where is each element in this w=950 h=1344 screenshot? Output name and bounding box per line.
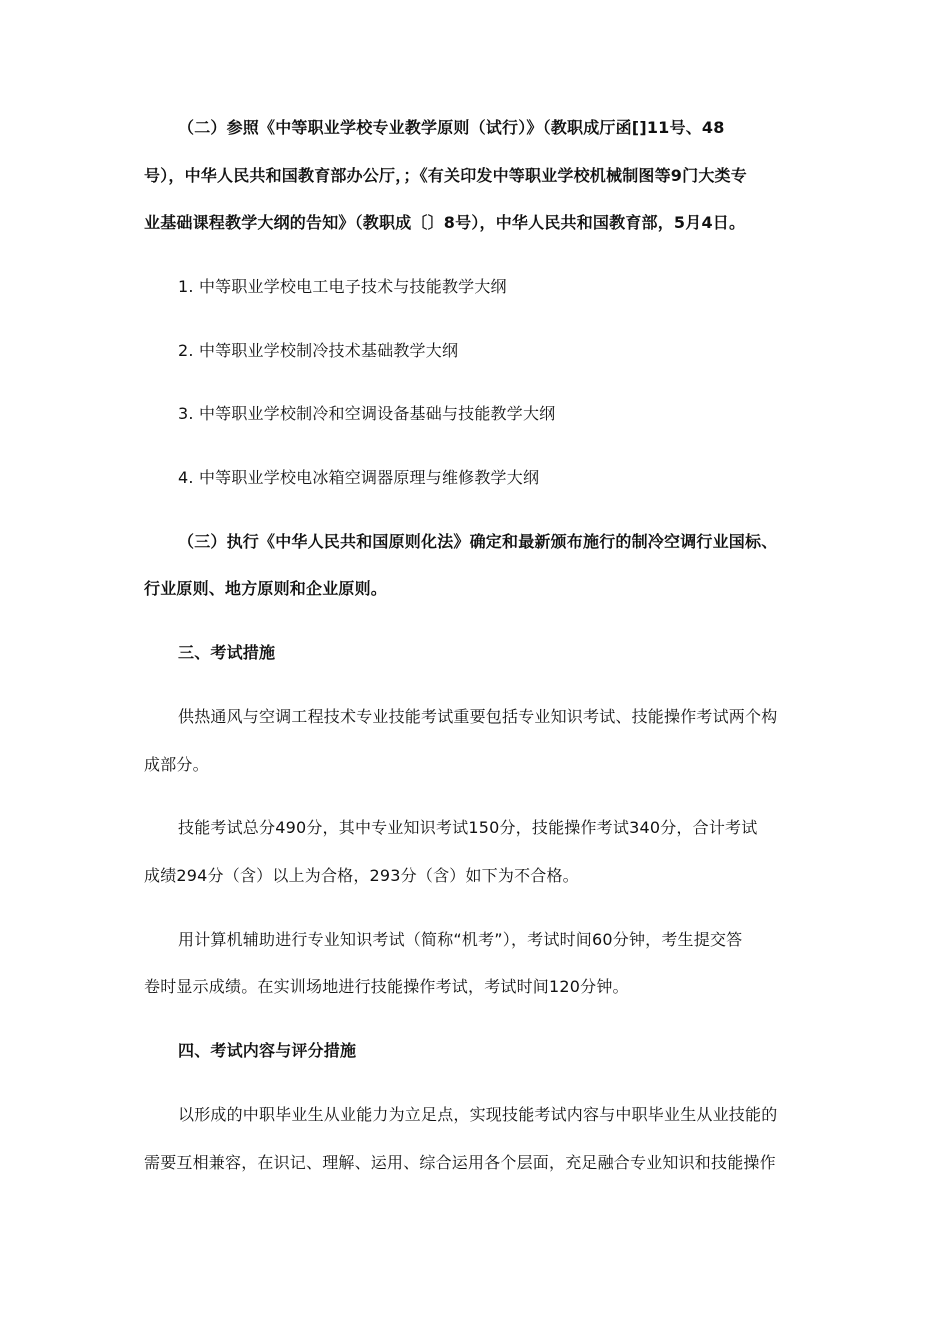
paragraph-scoring-line-2: 成绩294分（含）以上为合格，293分（含）如下为不合格。: [144, 866, 579, 885]
list-item: 2. 中等职业学校制冷技术基础教学大纲: [178, 341, 459, 360]
paragraph-reference-line-3: 业基础课程教学大纲的告知》（教职成〔〕8号），中华人民共和国教育部，5月4日。: [144, 213, 746, 232]
paragraph-exam-parts-line-2: 成部分。: [144, 755, 209, 774]
paragraph-scoring-line-1: 技能考试总分490分，其中专业知识考试150分，技能操作考试340分，合计考试: [178, 818, 758, 837]
paragraph-reference-line-2: 号），中华人民共和国教育部办公厅，；《有关印发中等职业学校机械制图等9门大类专: [144, 166, 747, 185]
paragraph-computer-exam-line-2: 卷时显示成绩。在实训场地进行技能操作考试，考试时间120分钟。: [144, 977, 629, 996]
paragraph-standards-line-1: （三）执行《中华人民共和国原则化法》确定和最新颁布施行的制冷空调行业国标、: [178, 532, 778, 551]
paragraph-standards-line-2: 行业原则、地方原则和企业原则。: [144, 579, 388, 598]
section-heading-exam-content: 四、考试内容与评分措施: [178, 1041, 357, 1060]
paragraph-exam-parts-line-1: 供热通风与空调工程技术专业技能考试重要包括专业知识考试、技能操作考试两个构: [178, 707, 778, 726]
paragraph-reference-line-1: （二）参照《中等职业学校专业教学原则（试行）》（教职成厅函[]11号、48: [178, 118, 725, 137]
paragraph-content-line-2: 需要互相兼容，在识记、理解、运用、综合运用各个层面，充足融合专业知识和技能操作: [144, 1153, 776, 1172]
paragraph-content-line-1: 以形成的中职毕业生从业能力为立足点，实现技能考试内容与中职毕业生从业技能的: [178, 1105, 778, 1124]
list-item: 3. 中等职业学校制冷和空调设备基础与技能教学大纲: [178, 404, 556, 423]
paragraph-computer-exam-line-1: 用计算机辅助进行专业知识考试（简称“机考”），考试时间60分钟，考生提交答: [178, 930, 743, 949]
list-item: 4. 中等职业学校电冰箱空调器原理与维修教学大纲: [178, 468, 540, 487]
section-heading-exam-methods: 三、考试措施: [178, 643, 276, 662]
list-item: 1. 中等职业学校电工电子技术与技能教学大纲: [178, 277, 507, 296]
